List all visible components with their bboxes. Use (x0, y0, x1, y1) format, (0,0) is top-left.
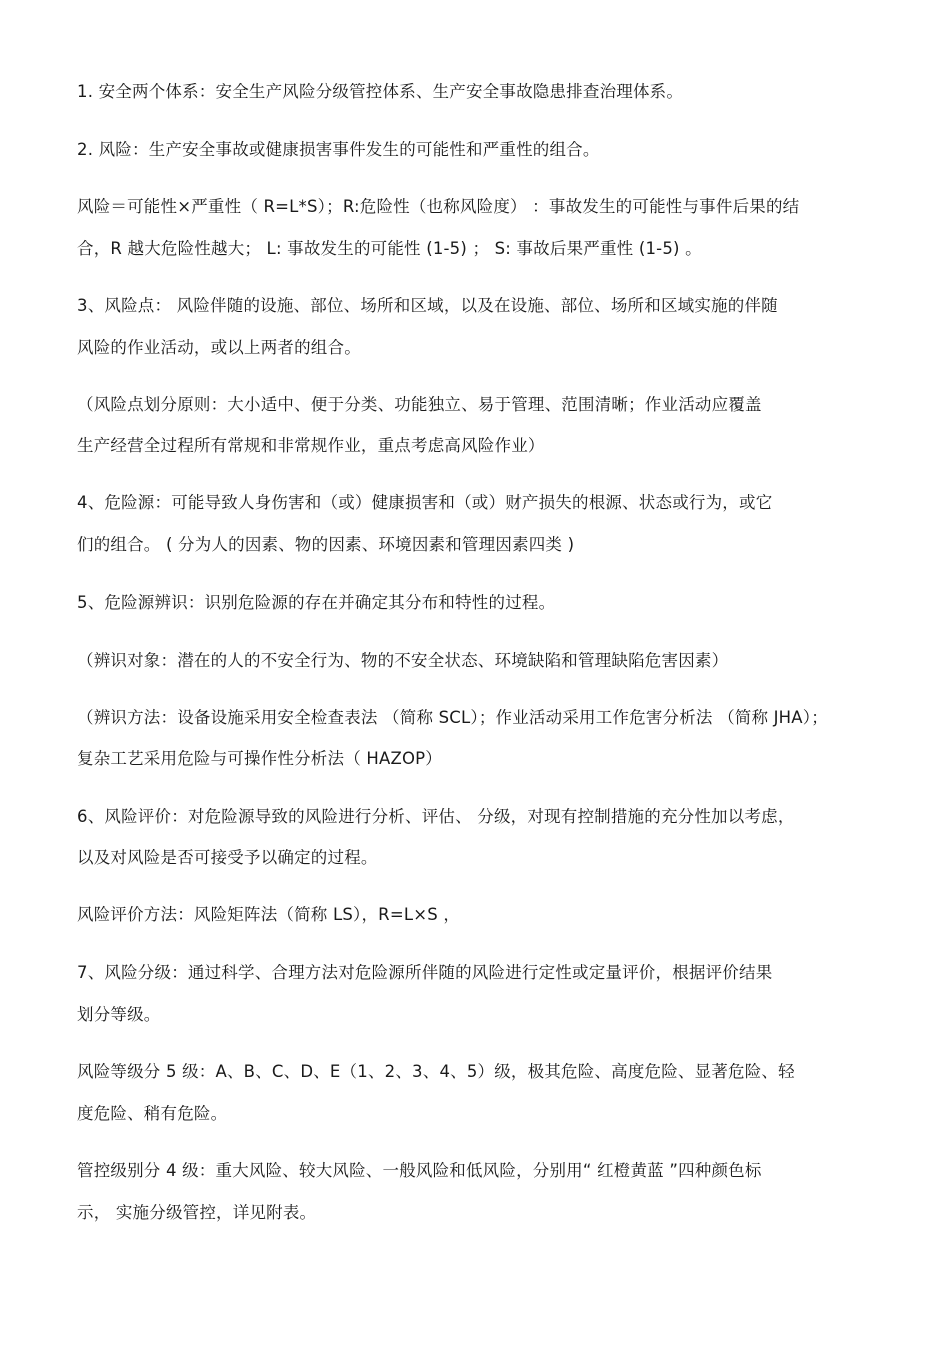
text-line: 风险的作业活动，或以上两者的组合。 (77, 338, 361, 357)
text-line: 生产经营全过程所有常规和非常规作业，重点考虑高风险作业） (77, 436, 545, 455)
text-line: （风险点划分原则：大小适中、便于分类、功能独立、易于管理、范围清晰；作业活动应覆盖 (77, 395, 762, 414)
text-line: 风险等级分 5 级：A、B、C、D、E（1、2、3、4、5）级，极其危险、高度危险、显著危险、轻 (77, 1062, 795, 1081)
text-line: 们的组合。 ( 分为人的因素、物的因素、环境因素和管理因素四类 ) (77, 535, 575, 554)
text-line: 1. 安全两个体系：安全生产风险分级管控体系、生产安全事故隐患排查治理体系。 (77, 82, 684, 101)
text-line: 4、危险源：可能导致人身伤害和（或）健康损害和（或）财产损失的根源、状态或行为，或它 (77, 493, 773, 512)
text-line: 合，R 越大危险性越大； L: 事故发生的可能性 (1-5) ； S: 事故后果严重性 (1-5) 。 (77, 239, 702, 258)
text-line: 7、风险分级：通过科学、合理方法对危险源所伴随的风险进行定性或定量评价，根据评价结果 (77, 963, 773, 982)
text-line: 示， 实施分级管控，详见附表。 (77, 1203, 317, 1222)
text-line: 5、危险源辨识：识别危险源的存在并确定其分布和特性的过程。 (77, 593, 556, 612)
text-line: 划分等级。 (77, 1005, 161, 1024)
text-line: （辨识方法：设备设施采用安全检查表法 （简称 SCL）；作业活动采用工作危害分析法 （简称 JHA）； (77, 708, 828, 727)
text-line: 管控级别分 4 级：重大风险、较大风险、一般风险和低风险，分别用“ 红橙黄蓝 ”四种颜色标 (77, 1161, 762, 1180)
text-line: 3、风险点： 风险伴随的设施、部位、场所和区域，以及在设施、部位、场所和区域实施的伴随 (77, 296, 778, 315)
text-line: 风险＝可能性×严重性（ R=L*S）；R:危险性（也称风险度） ：事故发生的可能性与事件后果的结 (77, 197, 800, 216)
text-line: 度危险、稍有危险。 (77, 1104, 228, 1123)
text-line: 风险评价方法：风险矩阵法（简称 LS），R=L×S ， (77, 905, 461, 924)
text-line: 2. 风险：生产安全事故或健康损害事件发生的可能性和严重性的组合。 (77, 140, 600, 159)
text-line: 6、风险评价：对危险源导致的风险进行分析、评估、 分级，对现有控制措施的充分性加以考虑， (77, 807, 795, 826)
text-line: 以及对风险是否可接受予以确定的过程。 (77, 848, 378, 867)
text-line: 复杂工艺采用危险与可操作性分析法（ HAZOP） (77, 749, 442, 768)
text-line: （辨识对象：潜在的人的不安全行为、物的不安全状态、环境缺陷和管理缺陷危害因素） (77, 651, 729, 670)
